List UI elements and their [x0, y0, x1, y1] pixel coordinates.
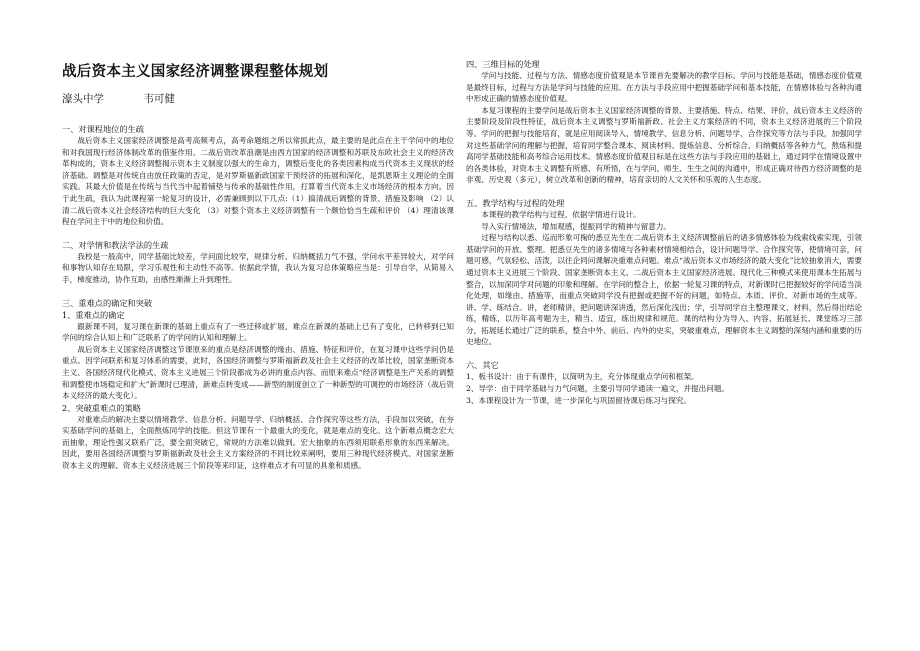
- section-spacer: [62, 286, 454, 297]
- document-title: 战后资本主义国家经济调整课程整体规划: [62, 63, 329, 80]
- section-heading: 二、对学情和教法学法的生疏: [62, 239, 169, 250]
- section-spacer: [466, 348, 862, 359]
- paragraph: 战后资本主义国家经济调整是高考高频考点，高考命题组之所以常抓此点，最主要的是此点在主干学问中的地位和对我国现行经济体制改革的借鉴作用。二战后资改革浪潮是由西方国家的经济调整和苏联及东欧社会主义的经济改革构成的，资本主义经济调整揭示资本主义制度以强大的生命力，调整后变化的各类因素构成当代资本主义现状的经济基础。调整是对传统自由放任政策的否定，是对罗斯福新政国家干预经济的拓展和深化，是凯恩斯主义理论的全面实践。其最大价值是在传统与当代当中起着铺垫与传承的基础性作用，打算着当代资本主义市场经济的根本方向。因于此生疏，我认为此课程第一轮复习的设计，必需兼顾到以下几点:（1）搞清战后调整的背景、措施及影响 （2）认清二战后资本义社会经济结构的巨大变化 （3）对整个资本主义经济调整有一个颇恰恰当生疏和评价 （4）理清该课程在学问主干中的地位和价值。: [62, 136, 454, 227]
- section-spacer: [62, 228, 454, 239]
- author-line: [62, 91, 454, 106]
- left-column-body: [62, 123, 454, 472]
- section-heading: 六、其它: [466, 360, 499, 371]
- left-column: [62, 60, 454, 472]
- list-item: 1、板书设计：由于有课件，以简明为主，充分体现重点学问和框架。: [466, 372, 699, 382]
- paragraph: 本复习课程的主要学问是战后资本主义国家经济调整的背景、主要措施、特点、结果、评价，战后资本主义经济的主要阶段及阶段性特征，战后资本主义调整与罗斯福新政、社会主义方案经济的不同，资本主义经济进展的三个阶段等。学问的把握与技能培育，就是应用阅读导入、情境教学、信息分析、问题导学、合作探究等方法与手段，加强同学对这些基础学问的理解与把握，培育同学整合课本、阅读材料、提炼信息、分析综合、归纳概括等各种力气，熬炼和提高同学基础技能和高考综合运用技术。情感态度价值观目标是在这些方法与手段应用的基础上，通过同学在情境设置中的各类体验，对资本主义调整有所感、有所悟，在与学问、师生、生生之间的沟通中，形成正确对待西方经济调整的是非观、历史观（多元），树立改革和创新的精神，培育亲切的人文关怀和乐观的人生态度。: [466, 105, 862, 185]
- author-school: 濠头中学: [62, 93, 104, 105]
- section-heading: 四、三维目标的处理: [466, 59, 540, 69]
- paragraph: 过程与结构以悉、巡而形象可掬的悉豆先生在二战后资本主义经济调整前后的诸多情感体验为线索线索实现，引领基础学问的开放、整理。把悉豆先生的诸多情境与各种素材情境相结合，设计问题导学、合作探究等，使情境可亲，问题可感，气氛轻松、活泼，以往企同问课解决重难点问题。难点“战后资本义市场经济的最大变化”比较抽象消大，需要通过资本主义进展三个阶段、国家垄断资本主义、二战后资本主义国家经济进展、现代化三种模式来使用课本生拓展与整合，以加深同学对问题的印象和理解。在学问的整合上，依据一轮复习课的特点，对新课时已把握较好的学问适当淡化处理，如缘由、措施等，而重点突破同学没有把握或把握不好的问题，如特点、本质、评价、对新市场的生成等。讲、学、练结合。讲，老师精讲，把问题讲深讲透，然后深化浅出；学，引导同学自主整理课文、材料，然后得出结论 练，精练，以历年高考题为主，精当、适宜，练出规律和规范。课的结构分为导入、内容、拓展延长、课堂练习三部分，拓展延长通过广泛的联系，整合中外、前后、内外的史实，突破重难点，理解资本主义调整的深刻内涵和重要的历史地位。: [466, 233, 862, 347]
- paragraph: 战后资本主义国家经济调整这节课原来的重点是经济调整的缘由、措施、特征和评价，在复习课中这些学问仍是重点。因学问联系和复习体系的需要，此时，各国经济调整与罗斯福新政及社会主义经济的改革比较，国家垄断资本主义、各国经济现代化模式、资本主义进展三个阶段都成为必讲的重点内容。而原来难点“经济调整是生产关系的调整和调整使市场稳定和扩大”新课时已理清，新难点转变成——新型的制度创立了一种新型的可调控的市场经济（战后资本义经济的最大变化）。: [62, 344, 454, 401]
- paragraph: 跟新课不同，复习课在新课的基础上重点有了一些迁移或扩展，难点在新课的基础上已有了变化，已转移到已知学问的综合认知上和广泛联系了的学问的认知和理解上。: [62, 321, 454, 343]
- paragraph: 我校是一般高中，同学基础比较差，学问面比较窄，规律分析、归纳概括力气不强，学问水平差异较大，对学问和事物认知存在局限，学习乐观性和主动性不高等。依据此学情，我认为复习总体策略应当是：引导自学，从简易入手，梯度推动，协作互助，由感性渐渐上升到理性。: [62, 251, 454, 284]
- section-heading: 五、教学结构与过程的处理: [466, 197, 565, 208]
- paragraph: 对重难点的解决主要以情境教学、信息分析、问题导学、归纳概括、合作探究等这些方法，手段加以突破，在夯实基础学问的基础上，全面熬炼同学的技能。但这节课有一个最重大的变化，就是难点的变化。这个新难点概念宏大而抽象，理论性强又联系广泛，要全面突破它，常规的方法难以做到。宏大抽象的东西须用联系形象的东西来解决。因此，要用各国经济调整与罗斯福新政及社会主义方案经济的不同比较来阐明，要用三种现代经济模式、对国家垄断资本主义的理解、资本主义经济进展三个阶段等来印证，这样难点才有可显的具象和质感。: [62, 414, 454, 471]
- author-name: 韦可健: [143, 93, 175, 105]
- section-heading: 2、突破重难点的策略: [62, 402, 141, 413]
- paragraph: 本课程的教学结构与过程，依据学情进行设计。: [481, 209, 641, 219]
- list-item: 2、导学：由于同学基础与力气问题，主要引导同学通读一遍文，并提出问题。: [466, 384, 730, 394]
- paragraph: 学问与技能、过程与方法、情感态度价值观是本节课首先要解决的教学目标。学问与技能是基础，情感态度价值观是最终目标，过程与方法是学问与技能的应用。在方法与手段应用中把握基础学问和基本技能，在情感体验与各种沟通中形成正确的情感态度价值观。: [466, 71, 862, 104]
- paragraph: 导入实行情境法，增加观感，提振同学的精神与留意力。: [481, 221, 672, 231]
- right-column-body: [466, 58, 862, 407]
- section-spacer: [466, 186, 862, 197]
- right-column: [466, 58, 862, 407]
- list-item: 3、本课程设计为一节课，进一步深化与巩固留待课后练习与探究。: [466, 396, 692, 406]
- section-heading: 一、对课程地位的生疏: [62, 124, 144, 134]
- section-heading: 三、重难点的确定和突破: [62, 297, 153, 308]
- section-heading: 1、重难点的确定: [62, 309, 125, 320]
